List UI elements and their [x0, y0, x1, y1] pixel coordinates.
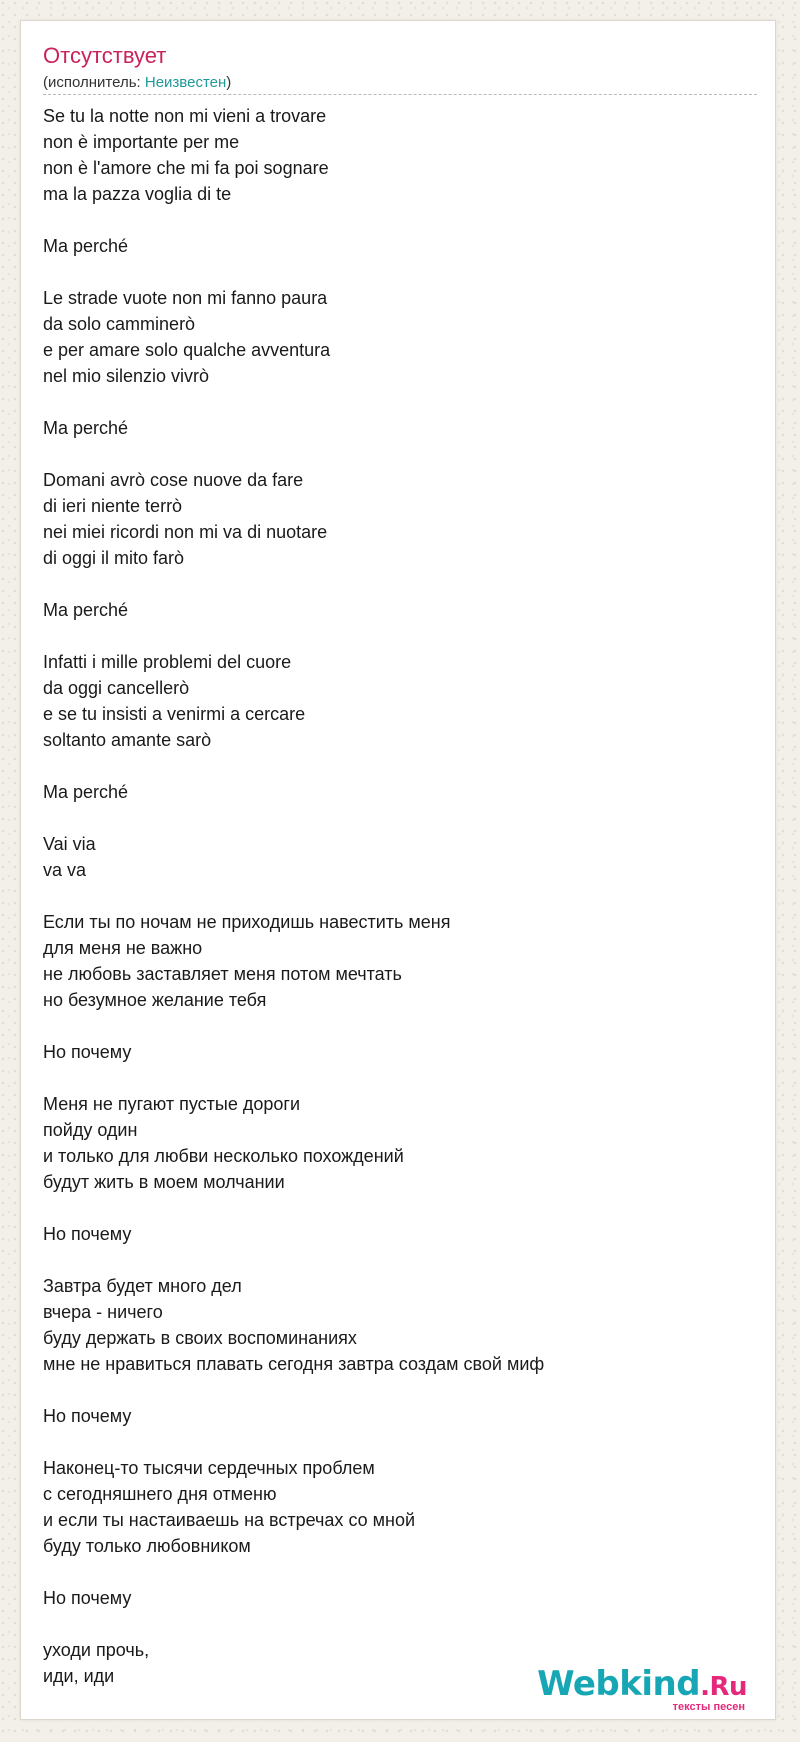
lyric-blank-line — [43, 805, 544, 831]
lyric-line: e se tu insisti a venirmi a cercare — [43, 704, 306, 724]
lyric-line: non è importante per me — [43, 132, 240, 152]
lyric-line: иди, иди — [43, 1666, 115, 1686]
lyric-line: но безумное желание тебя — [43, 990, 267, 1010]
lyric-blank-line — [43, 1611, 544, 1637]
lyric-blank-line — [43, 441, 544, 467]
logo-tld: .Ru — [700, 1672, 747, 1702]
lyric-blank-line — [43, 571, 544, 597]
lyric-blank-line — [43, 259, 544, 285]
lyric-line: nei miei ricordi non mi va di nuotare — [43, 522, 328, 542]
lyric-line: не любовь заставляет меня потом мечтать — [43, 964, 402, 984]
logo-tagline: тексты песен — [672, 1701, 745, 1713]
lyric-line: вчера - ничего — [43, 1302, 163, 1322]
logo-wordmark — [537, 1666, 747, 1705]
lyric-line: Но почему — [43, 1588, 132, 1608]
lyric-line: с сегодняшнего дня отменю — [43, 1484, 277, 1504]
site-logo[interactable] — [537, 1664, 747, 1713]
lyric-line: Vai via — [43, 834, 96, 854]
lyric-line: Меня не пугают пустые дороги — [43, 1094, 301, 1114]
lyric-line: e per amare solo qualche avventura — [43, 340, 331, 360]
lyric-blank-line — [43, 1429, 544, 1455]
song-title: Отсутствует — [43, 43, 167, 68]
lyric-line: Если ты по ночам не приходишь навестить меня — [43, 912, 451, 932]
lyrics-text — [43, 103, 544, 1689]
logo-word: Webkind — [537, 1664, 701, 1704]
lyric-line: и если ты настаиваешь на встречах со мной — [43, 1510, 416, 1530]
lyric-line: буду только любовником — [43, 1536, 251, 1556]
lyric-line: di oggi il mito farò — [43, 548, 185, 568]
lyric-blank-line — [43, 1377, 544, 1403]
lyric-line: nel mio silenzio vivrò — [43, 366, 210, 386]
lyric-line: Ma perché — [43, 600, 129, 620]
lyric-line: soltanto amante sarò — [43, 730, 212, 750]
lyric-line: буду держать в своих воспоминаниях — [43, 1328, 357, 1348]
lyric-blank-line — [43, 753, 544, 779]
lyric-line: пойду один — [43, 1120, 138, 1140]
lyric-line: будут жить в моем молчании — [43, 1172, 285, 1192]
lyric-blank-line — [43, 1065, 544, 1091]
lyric-blank-line — [43, 1195, 544, 1221]
lyric-line: Но почему — [43, 1224, 132, 1244]
lyric-line: и только для любви несколько похождений — [43, 1146, 404, 1166]
lyric-line: non è l'amore che mi fa poi sognare — [43, 158, 329, 178]
lyric-line: Ma perché — [43, 418, 129, 438]
lyric-line: Ma perché — [43, 236, 129, 256]
lyric-line: уходи прочь, — [43, 1640, 150, 1660]
artist-link[interactable]: Неизвестен — [144, 74, 227, 91]
artist-prefix: (исполнитель: — [43, 74, 145, 91]
lyric-line: Но почему — [43, 1042, 132, 1062]
lyric-line: мне не нравиться плавать сегодня завтра создам свой миф — [43, 1354, 545, 1374]
lyrics-card — [20, 20, 776, 1720]
lyric-line: Завтра будет много дел — [43, 1276, 242, 1296]
lyric-blank-line — [43, 883, 544, 909]
lyric-line: Ma perché — [43, 782, 129, 802]
lyric-line: di ieri niente terrò — [43, 496, 183, 516]
lyric-line: Наконец-то тысячи сердечных проблем — [43, 1458, 375, 1478]
lyric-line: Se tu la notte non mi vieni a trovare — [43, 106, 327, 126]
lyric-line: ma la pazza voglia di te — [43, 184, 232, 204]
lyric-line: Domani avrò cose nuove da fare — [43, 470, 304, 490]
dashed-divider — [43, 94, 757, 95]
lyric-blank-line — [43, 389, 544, 415]
lyric-line: Le strade vuote non mi fanno paura — [43, 288, 328, 308]
lyric-line: для меня не важно — [43, 938, 203, 958]
lyric-line: Но почему — [43, 1406, 132, 1426]
lyric-blank-line — [43, 1559, 544, 1585]
lyric-line: da solo camminerò — [43, 314, 196, 334]
lyric-line: Infatti i mille problemi del cuore — [43, 652, 292, 672]
lyric-line: va va — [43, 860, 87, 880]
lyric-blank-line — [43, 207, 544, 233]
lyric-blank-line — [43, 1013, 544, 1039]
lyric-line: da oggi cancellerò — [43, 678, 190, 698]
artist-suffix: ) — [226, 74, 232, 91]
lyric-blank-line — [43, 623, 544, 649]
lyric-blank-line — [43, 1247, 544, 1273]
artist-line — [43, 74, 231, 91]
